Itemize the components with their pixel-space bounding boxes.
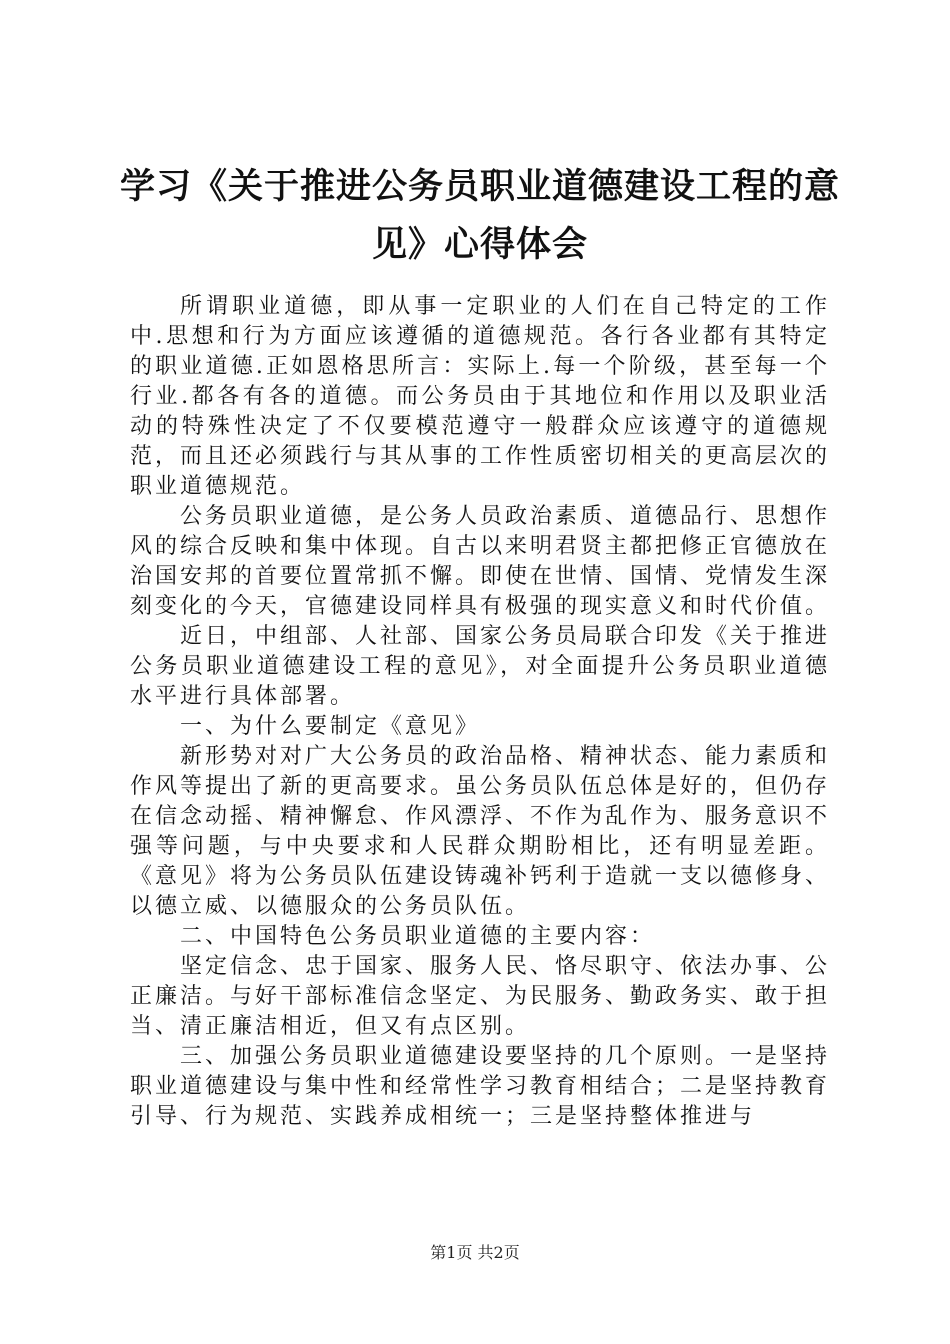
paragraph-recent-notice: 近日，中组部、人社部、国家公务员局联合印发《关于推进公务员职业道德建设工程的意见》，对全面提升公务员职业道德水平进行具体部署。 (130, 624, 831, 709)
paragraph-intro: 所谓职业道德，即从事一定职业的人们在自己特定的工作中.思想和行为方面应该遵循的道德规范。各行各业都有其特定的职业道德.正如恩格思所言：实际上.每一个阶级，甚至每一个行业.都各有各的道德。而公务员由于其地位和作用以及职业活动的特殊性决定了不仅要模范遵守一般群众应该遵守的道德规范，而且还必须践行与其从事的工作性质密切相关的更高层次的职业道德规范。 (130, 294, 831, 499)
page-footer: 第1页 共2页 (430, 1243, 520, 1262)
paragraph-ethics-definition: 公务员职业道德，是公务人员政治素质、道德品行、思想作风的综合反映和集中体现。自古以来明君贤主都把修正官德放在治国安邦的首要位置常抓不懈。即使在世情、国情、党情发生深刻变化的今天，官德建设同样具有极强的现实意义和时代价值。 (130, 504, 831, 619)
section-heading-1: 一、为什么要制定《意见》 (180, 714, 481, 739)
section-heading-2: 二、中国特色公务员职业道德的主要内容： (180, 924, 656, 949)
paragraph-section-3: 三、加强公务员职业道德建设要坚持的几个原则。一是坚持职业道德建设与集中性和经常性学习教育相结合；二是坚持教育引导、行为规范、实践养成相统一；三是坚持整体推进与 (130, 1044, 831, 1129)
document-body (130, 292, 830, 1132)
paragraph-section-1: 新形势对对广大公务员的政治品格、精神状态、能力素质和作风等提出了新的更高要求。虽公务员队伍总体是好的，但仍存在信念动摇、精神懈怠、作风漂浮、不作为乱作为、服务意识不强等问题，与中央要求和人民群众期盼相比，还有明显差距。《意见》将为公务员队伍建设铸魂补钙利于造就一支以德修身、以德立威、以德服众的公务员队伍。 (130, 744, 831, 919)
paragraph-section-2: 坚定信念、忠于国家、服务人民、恪尽职守、依法办事、公正廉洁。与好干部标准信念坚定、为民服务、勤政务实、敢于担当、清正廉洁相近，但又有点区别。 (130, 954, 831, 1039)
document-title: 学习《关于推进公务员职业道德建设工程的意见》心得体会 (120, 166, 841, 265)
